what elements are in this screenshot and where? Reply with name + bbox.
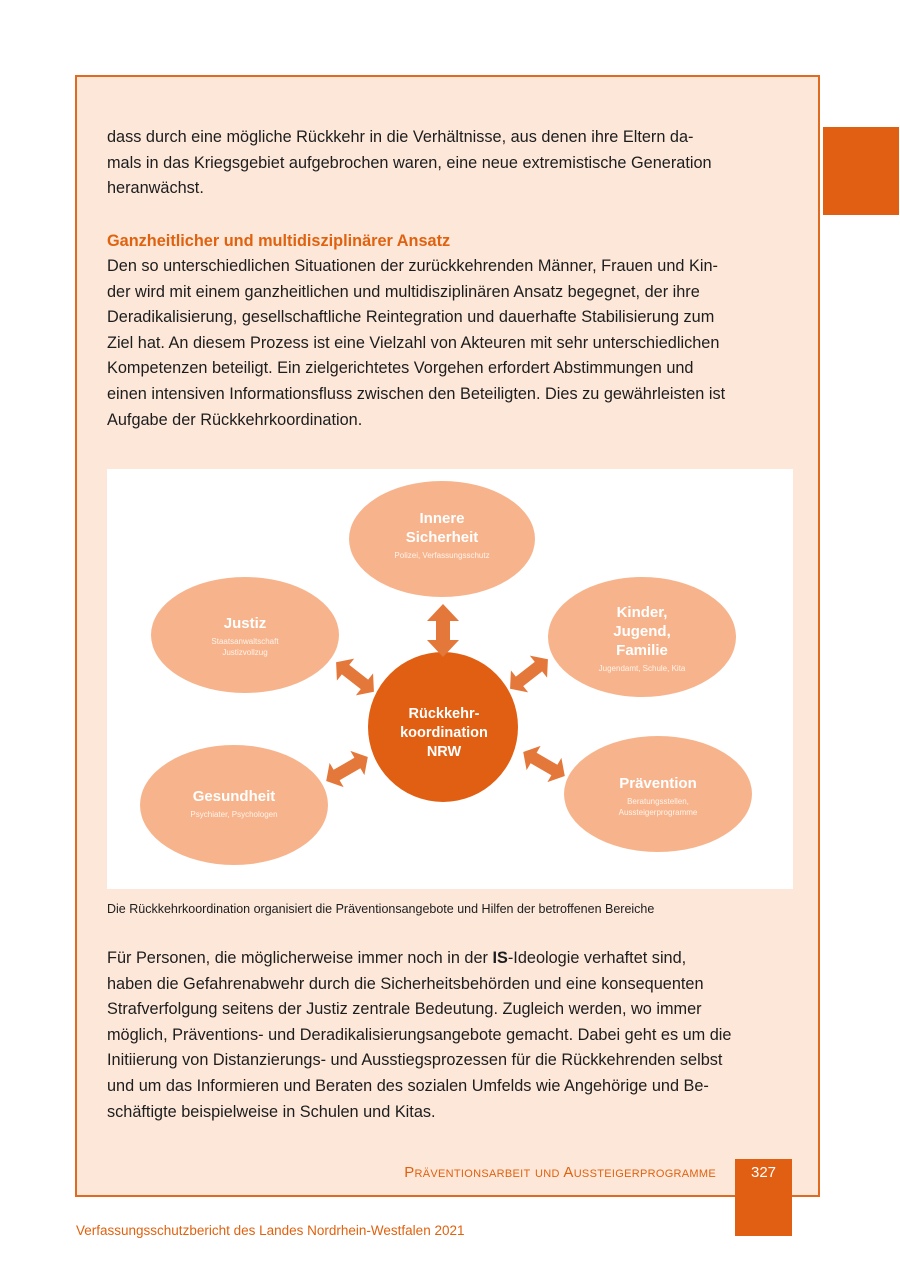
text-line: haben die Gefahrenabwehr durch die Sicherheitsbehörden und eine konsequenten bbox=[107, 974, 704, 993]
center-title: Rückkehr- bbox=[408, 706, 480, 722]
center-title: NRW bbox=[426, 744, 462, 760]
node-subtitle: Staatsanwaltschaft bbox=[211, 637, 279, 646]
node-title: Prävention bbox=[619, 775, 697, 792]
center-title: koordination bbox=[400, 725, 488, 741]
text-line: Kompetenzen beteiligt. Ein zielgerichtetes Vorgehen erfordert Abstimmungen und bbox=[107, 359, 694, 378]
arrow-kinder bbox=[501, 648, 556, 700]
label-praevention bbox=[578, 774, 738, 818]
chapter-title: Präventionsarbeit und Aussteigerprogramme bbox=[404, 1164, 716, 1181]
node-title: Familie bbox=[616, 642, 668, 659]
side-marker-tab bbox=[823, 127, 899, 215]
text-line: Deradikalisierung, gesellschaftliche Reintegration und dauerhafte Stabilisierung zum bbox=[107, 308, 715, 327]
node-title: Kinder, bbox=[616, 604, 668, 621]
text-line: heranwächst. bbox=[107, 179, 204, 198]
text-line: möglich, Präventions- und Deradikalisierungsangebote gemacht. Dabei geht es um die bbox=[107, 1025, 732, 1044]
node-subtitle: Polizei, Verfassungsschutz bbox=[394, 551, 490, 560]
node-title: Innere bbox=[419, 510, 465, 527]
footer-text: Verfassungsschutzbericht des Landes Nordrhein-Westfalen 2021 bbox=[76, 1223, 465, 1238]
text-line: Aufgabe der Rückkehrkoordination. bbox=[107, 410, 363, 429]
label-innere-sicherheit bbox=[362, 509, 522, 561]
arrow-justiz bbox=[327, 651, 382, 703]
label-justiz bbox=[165, 614, 325, 658]
paragraph-intro bbox=[107, 125, 797, 202]
node-subtitle: Psychiater, Psychologen bbox=[190, 810, 278, 819]
text-line: einen intensiven Informationsfluss zwischen den Beteiligten. Dies zu gewährleisten ist bbox=[107, 384, 726, 403]
text-line: Den so unterschiedlichen Situationen der zurückkehrenden Männer, Frauen und Kin- bbox=[107, 257, 718, 275]
arrow-up-down bbox=[427, 604, 459, 657]
text-line: und um das Informieren und Beraten des sozialen Umfelds wie Angehörige und Be- bbox=[107, 1076, 709, 1095]
text-line: schäftigte beispielweise in Schulen und Kitas. bbox=[107, 1102, 436, 1121]
text-line: Ziel hat. An diesem Prozess ist eine Vielzahl von Akteuren mit sehr unterschiedlichen bbox=[107, 333, 720, 352]
text-run: Für Personen, die möglicherweise immer noch in der bbox=[107, 949, 493, 967]
figure-caption: Die Rückkehrkoordination organisiert die Präventionsangebote und Hilfen der betroffenen Bereiche bbox=[107, 902, 655, 916]
arrow-praevention bbox=[516, 740, 572, 788]
text-line: Initiierung von Distanzierungs- und Ausstiegsprozessen für die Rückkehrenden selbst bbox=[107, 1051, 723, 1070]
node-title: Sicherheit bbox=[405, 529, 479, 546]
section-heading: Ganzheitlicher und multidisziplinärer Ansatz bbox=[107, 232, 451, 250]
node-title: Justiz bbox=[223, 615, 267, 632]
text-line: der wird mit einem ganzheitlichen und multidisziplinären Ansatz begegnet, der ihre bbox=[107, 282, 700, 301]
coordination-diagram bbox=[107, 469, 793, 889]
page-number: 327 bbox=[750, 1164, 777, 1181]
text-line: dass durch eine mögliche Rückkehr in die Verhältnisse, aus denen ihre Eltern da- bbox=[107, 128, 694, 146]
text-bold-is: IS bbox=[492, 949, 508, 967]
paragraph-measures bbox=[107, 946, 797, 1125]
node-subtitle: Justizvollzug bbox=[222, 648, 268, 657]
label-kinder-jugend-familie bbox=[562, 603, 722, 674]
text-run: -Ideologie verhaftet sind, bbox=[507, 949, 687, 967]
node-subtitle: Jugendamt, Schule, Kita bbox=[598, 664, 686, 673]
label-center bbox=[369, 705, 519, 762]
paragraph-approach bbox=[107, 254, 797, 433]
node-title: Gesundheit bbox=[192, 788, 276, 805]
text-line: mals in das Kriegsgebiet aufgebrochen waren, eine neue extremistische Generation bbox=[107, 153, 712, 172]
text-line bbox=[107, 946, 797, 972]
label-gesundheit bbox=[154, 787, 314, 820]
arrow-gesundheit bbox=[319, 745, 375, 793]
node-subtitle: Beratungsstellen, bbox=[627, 797, 689, 806]
node-subtitle: Aussteigerprogramme bbox=[618, 808, 698, 817]
node-title: Jugend, bbox=[613, 623, 671, 640]
text-line: Strafverfolgung seitens der Justiz zentrale Bedeutung. Zugleich werden, wo immer bbox=[107, 1000, 702, 1019]
